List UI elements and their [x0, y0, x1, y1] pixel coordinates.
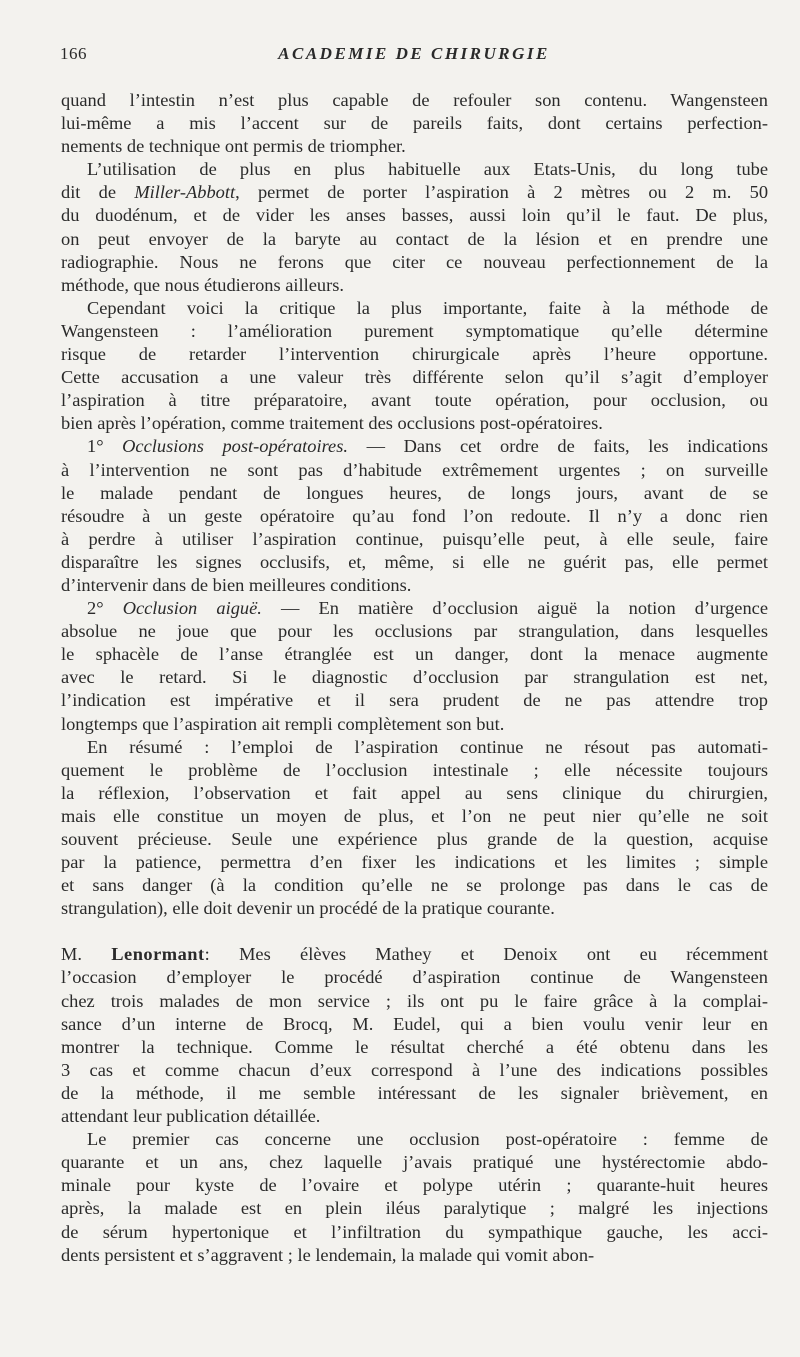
text-line: attendant leur publication détaillée.	[61, 1106, 321, 1127]
text-line: dit de Miller-Abbott, permet de porter l’aspiration à 2 mètres ou 2 m. 50	[61, 182, 769, 203]
italic-phrase: Occlusion aiguë.	[122, 598, 262, 619]
text-line: risque de retarder l’intervention chirurgicale après l’heure opportune.	[61, 344, 768, 365]
text-line: montrer la technique. Comme le résultat cherché a été obtenu dans les	[61, 1036, 768, 1057]
text-line: strangulation), elle doit devenir un procédé de la pratique courante.	[61, 898, 555, 919]
text-line: par la patience, permettra d’en fixer les indications et les limites ; simple	[61, 852, 768, 873]
body-text	[61, 89, 768, 1267]
text-line: bien après l’opération, comme traitement des occlusions post-opératoires.	[61, 413, 603, 434]
text-line: Cette accusation a une valeur très différente selon qu’il s’agit d’employer	[61, 367, 768, 388]
text-line: nements de technique ont permis de triompher.	[61, 136, 406, 157]
text-line: absolue ne joue que pour les occlusions par strangulation, dans lesquelles	[61, 621, 768, 642]
text-line: on peut envoyer de la baryte au contact de la lésion et en prendre une	[61, 228, 768, 249]
paragraph	[61, 943, 768, 1128]
text-line: méthode, que nous étudierons ailleurs.	[61, 274, 344, 295]
running-title: ACADEMIE DE CHIRURGIE	[278, 44, 550, 63]
page-header	[60, 44, 768, 70]
text-line: En résumé : l’emploi de l’aspiration continue ne résout pas automati-	[87, 736, 768, 757]
paragraph	[61, 435, 768, 597]
text-line: quand l’intestin n’est plus capable de refouler son contenu. Wangensteen	[61, 90, 768, 110]
text-line: 3 cas et comme chacun d’eux correspond à l’une des indications possibles	[61, 1059, 768, 1080]
text-line: 1° Occlusions post-opératoires. — Dans cet ordre de faits, les indications	[87, 436, 768, 457]
text-line: de la méthode, il me semble intéressant de les signaler brièvement, en	[61, 1082, 768, 1103]
text-line: longtemps que l’aspiration ait rempli complètement son but.	[61, 713, 505, 734]
text-line: le sphacèle de l’anse étranglée est un danger, dont la menace augmente	[61, 644, 768, 665]
text-line: et sans danger (à la condition qu’elle ne se prolonge pas dans le cas de	[61, 875, 768, 896]
text-line: le malade pendant de longues heures, de longs jours, avant de se	[61, 482, 768, 503]
paragraph	[61, 158, 768, 297]
text-line: avec le retard. Si le diagnostic d’occlusion par strangulation est net,	[61, 667, 768, 688]
text-line: sance d’un interne de Brocq, M. Eudel, qui a bien voulu venir leur en	[61, 1013, 768, 1034]
text-line: résoudre à un geste opératoire qu’au fond l’on redoute. Il n’y a donc rien	[61, 505, 768, 526]
text-line: Cependant voici la critique la plus importante, faite à la méthode de	[87, 297, 768, 318]
text-line: la réflexion, l’observation et fait appel au sens clinique du chirurgien,	[61, 782, 768, 803]
text-line: dents persistent et s’aggravent ; le lendemain, la malade qui vomit abon-	[61, 1244, 595, 1265]
paragraph-spacer	[61, 920, 768, 943]
text-line: d’intervenir dans de bien meilleures conditions.	[61, 574, 412, 595]
italic-phrase: Miller-Abbott	[134, 182, 236, 203]
text-line: chez trois malades de mon service ; ils ont pu le faire grâce à la complai-	[61, 990, 768, 1011]
text-line: radiographie. Nous ne ferons que citer ce nouveau perfectionnement de la	[61, 251, 768, 272]
paragraph	[61, 89, 768, 158]
text-line: M. Lenormant: Mes élèves Mathey et Denoix ont eu récemment	[61, 944, 768, 965]
text-line: lui-même a mis l’accent sur de pareils faits, dont certains perfection-	[61, 113, 768, 134]
text-line: après, la malade est en plein iléus paralytique ; malgré les injections	[61, 1198, 768, 1219]
italic-phrase: Occlusions post-opératoires.	[122, 436, 348, 457]
text-line: Wangensteen : l’amélioration purement symptomatique qu’elle détermine	[61, 320, 768, 341]
text-line: de sérum hypertonique et l’infiltration du sympathique gauche, les acci-	[61, 1221, 768, 1242]
text-line: disparaître les signes occlusifs, et, même, si elle ne guérit pas, elle permet	[61, 551, 768, 572]
text-line: à perdre à utiliser l’aspiration continue, puisqu’elle peut, à elle seule, faire	[61, 528, 768, 549]
text-line: quement le problème de l’occlusion intestinale ; elle nécessite toujours	[61, 759, 768, 780]
speaker-name: Lenormant	[111, 944, 205, 965]
paragraph	[61, 297, 768, 436]
text-line: l’aspiration à titre préparatoire, avant toute opération, pour occlusion, ou	[61, 390, 768, 411]
text-line: mais elle constitue un moyen de plus, et l’on ne peut nier qu’elle ne soit	[61, 805, 768, 826]
text-line: à l’intervention ne sont pas d’habitude extrêmement urgentes ; on surveille	[61, 459, 768, 480]
text-line: du duodénum, et de vider les anses basses, aussi loin qu’il le faut. De plus,	[61, 205, 768, 226]
text-line: Le premier cas concerne une occlusion post-opératoire : femme de	[87, 1129, 768, 1150]
paragraph	[61, 597, 768, 736]
page-number: 166	[60, 44, 87, 63]
text-line: L’utilisation de plus en plus habituelle aux Etats-Unis, du long tube	[87, 159, 768, 180]
text-line: 2° Occlusion aiguë. — En matière d’occlusion aiguë la notion d’urgence	[87, 598, 768, 619]
paragraph	[61, 1128, 768, 1267]
text-line: l’indication est impérative et il sera prudent de ne pas attendre trop	[61, 690, 768, 711]
text-line: quarante et un ans, chez laquelle j’avais pratiqué une hystérectomie abdo-	[61, 1152, 768, 1173]
text-line: minale pour kyste de l’ovaire et polype utérin ; quarante-huit heures	[61, 1175, 768, 1196]
text-line: souvent précieuse. Seule une expérience plus grande de la question, acquise	[61, 829, 768, 849]
paragraph	[61, 736, 768, 921]
text-line: l’occasion d’employer le procédé d’aspiration continue de Wangensteen	[61, 967, 768, 988]
